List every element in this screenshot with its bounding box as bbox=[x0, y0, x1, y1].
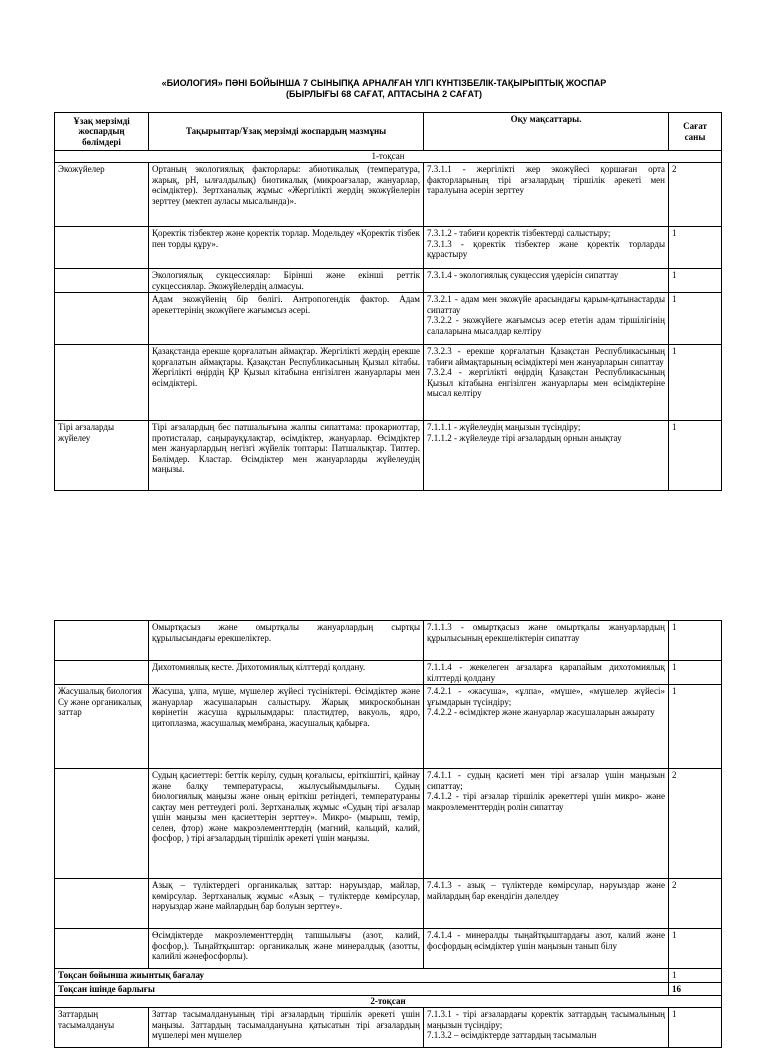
learning-goal: 7.1.1.1 - жүйелеудің маңызын түсіндіру; bbox=[427, 422, 581, 432]
learning-goal: 7.4.2.1 - «жасуша», «ұлпа», «мүше», «мүшелер жүйесі» ұғымдарын түсіндіру; bbox=[427, 686, 665, 707]
topic-cell: Жасуша, ұлпа, мүше, мүшелер жүйесі түсініктері. Өсімдіктер және жануарлар жасушаларын салыстыру. Жарық микроскобынан көрінетін жасуша құрылымдары: пластидтер, вакуоль, ядро, цитоплазма, жасушалық мембрана, жасушалық қабырға. bbox=[149, 685, 424, 769]
hours-cell: 1 bbox=[669, 929, 722, 969]
hours-cell: 1 bbox=[669, 345, 722, 421]
learning-goal: 7.4.1.3 - азық – түліктерде көмірсулар, нәруыздар және майлардың бар екендігін дәлелдеу bbox=[427, 880, 665, 901]
section-cell bbox=[55, 769, 149, 879]
section-cell bbox=[55, 621, 149, 661]
learning-goal: 7.1.1.3 - омыртқасыз және омыртқалы жануарлардың құрылысының ерекшеліктерін сипаттау bbox=[427, 622, 665, 643]
plan-row bbox=[55, 345, 722, 421]
learning-goal: 7.3.1.2 - табиғи қоректік тізбектерді салыстыру; bbox=[427, 228, 611, 238]
topic-cell: Заттар тасымалдануының тірі ағзалардың тіршілік әрекеті үшін маңызы. Заттардың тасымалдануына қатысатын тірі ағзалардың мүшелері мен мүшелер bbox=[149, 1008, 424, 1048]
learning-goal: 7.1.3.2 – өсімдіктерде заттардың тасымалын bbox=[427, 1030, 597, 1040]
learning-goal: 7.3.1.4 - экологиялық сукцессия үдерісін сипаттау bbox=[427, 270, 619, 280]
section-cell: Экожүйелер bbox=[55, 163, 149, 227]
goals-cell bbox=[424, 269, 669, 293]
hours-cell: 1 bbox=[669, 293, 722, 345]
goals-cell bbox=[424, 163, 669, 227]
plan-row bbox=[55, 685, 722, 769]
document-title-line-1: «БИОЛОГИЯ» ПӘНІ БОЙЫНША 7 СЫНЫПҚА АРНАЛҒАН ҮЛГІ КҮНТІЗБЕЛІК-ТАҚЫРЫПТЫҚ ЖОСПАР bbox=[161, 78, 607, 88]
plan-table-2 bbox=[54, 620, 722, 1048]
quarter-total-label: Тоқсан ішінде барлығы bbox=[55, 982, 669, 996]
plan-row bbox=[55, 227, 722, 269]
section-cell bbox=[55, 879, 149, 929]
hours-cell: 1 bbox=[669, 661, 722, 685]
learning-goal: 7.4.2.2 - өсімдіктер және жануарлар жасушаларын ажырату bbox=[427, 707, 655, 717]
goals-cell bbox=[424, 345, 669, 421]
plan-row bbox=[55, 769, 722, 879]
topic-cell: Қоректік тізбектер және қоректік торлар. Модельдеу «Қоректік тізбек пен торды құру». bbox=[149, 227, 424, 269]
hours-cell: 1 bbox=[669, 685, 722, 769]
goals-cell bbox=[424, 929, 669, 969]
quarter-assessment-label: Тоқсан бойынша жиынтық бағалау bbox=[55, 969, 669, 983]
plan-row bbox=[55, 929, 722, 969]
topic-cell: Өсімдіктерде макроэлементтердің тапшылығы (азот, калий, фосфор,). Тыңайтқыштар: органикалық және минералдық (азотты, калийлі жәнефосфорлы). bbox=[149, 929, 424, 969]
goals-cell bbox=[424, 769, 669, 879]
section-cell bbox=[55, 345, 149, 421]
header-goals: Оқу мақсаттары. bbox=[424, 113, 669, 151]
quarter-total-hours: 16 bbox=[669, 982, 722, 996]
learning-goal: 7.3.2.4 - жергілікті өңірдің Қазақстан Республикасының Қызыл кітабына енгізілген жануарлары мен өсімдіктеріне мысал келтіру bbox=[427, 367, 665, 398]
learning-goal: 7.1.1.2 - жүйелеуде тірі ағзалардың орнын анықтау bbox=[427, 432, 622, 443]
topic-cell: Қазақстанда ерекше қорғалатын аймақтар. Жергілікті жердің ерекше қорғалатын аймақтары. Қазақстан Республикасының Қызыл кітабы. Жергілікті өңірдің ҚР Қызыл кітабына енгізілген жануарлары мен өсімдіктері. bbox=[149, 345, 424, 421]
learning-goal: 7.4.1.1 - судың қасиеті мен тірі ағзалар үшін маңызын сипаттау; bbox=[427, 770, 665, 791]
section-cell bbox=[55, 269, 149, 293]
learning-goal: 7.1.3.1 - тірі ағзалардағы қоректік заттардың тасымалының маңызын түсіндіру; bbox=[427, 1009, 665, 1030]
learning-goal: 7.3.2.2 - экожүйеге жағымсыз әсер ететін адам тіршілігінің салаларына мысалдар келтіру bbox=[427, 315, 665, 336]
hours-cell: 2 bbox=[669, 769, 722, 879]
section-cell: Жасушалық биология Су және органикалық заттар bbox=[55, 685, 149, 769]
learning-goal: 7.4.1.4 - минералды тыңайтқыштардағы азот, калий және фосфордың өсімдіктер үшін маңызын танып білу bbox=[427, 930, 665, 951]
topic-cell: Омыртқасыз және омыртқалы жануарлардың сыртқы құрылысындағы ерекшеліктер. bbox=[149, 621, 424, 661]
goals-cell bbox=[424, 685, 669, 769]
topic-cell: Тірі ағзалардың бес патшалығына жалпы сипаттама: прокариоттар, протисталар, саңырауқұлақтар, өсімдіктер, жануарлар. Өсімдіктер мен жануарлардың негізгі жүйелік топтары: Патшалықтар. Типтер. Бөлімдер. Кластар. Өсімдіктер мен жануарларды жүйелеудің маңызы. bbox=[149, 421, 424, 491]
topic-cell: Судың қасиеттері: беттік керілу, судың қоғалысы, еріткіштігі, қайнау және балқу температурасы, жылусыйымдылығы. Судың биологиялық маңызы және оның еріткіш ретіндегі, температураны сақтау мен реттеудегі ролі. Зертханалық жұмыс «Судың тірі ағзалар үшін маңызы мен қасиеттерін зерттеу». Микро- (мырыш, темір, селен, фтор) және макроэлементтердің (магний, кальций, калий, фосфор, ) тірі ағзалардың тіршілік әрекеті үшін маңызы. bbox=[149, 769, 424, 879]
learning-goal: 7.3.2.1 - адам мен экожүйе арасындағы қарым-қатынастарды сипаттау bbox=[427, 294, 665, 315]
goals-cell bbox=[424, 661, 669, 685]
plan-row bbox=[55, 163, 722, 227]
section-cell bbox=[55, 929, 149, 969]
section-cell: Тірі ағзаларды жүйелеу bbox=[55, 421, 149, 491]
section-cell: Заттардың тасымалдануы bbox=[55, 1008, 149, 1048]
topic-cell: Азық – түліктердегі органикалық заттар: нәруыздар, майлар, көмірсулар. Зертханалық жұмыс «Азық – түліктерде көмірсулар, нәруыздар және майлардың бар болуын зерттеу». bbox=[149, 879, 424, 929]
quarter-2-heading: 2-тоқсан bbox=[55, 996, 722, 1008]
plan-row bbox=[55, 293, 722, 345]
goals-cell bbox=[424, 227, 669, 269]
hours-cell: 2 bbox=[669, 879, 722, 929]
section-cell bbox=[55, 227, 149, 269]
hours-cell: 1 bbox=[669, 621, 722, 661]
quarter-1-heading: 1-тоқсан bbox=[55, 151, 722, 163]
learning-goal: 7.3.1.3 - қоректік тізбектер және қоректік торларды құрастыру bbox=[427, 238, 665, 259]
topic-cell: Адам экожүйенің бір бөлігі. Антропогендік фактор. Адам әрекеттерінің экожүйеге жағымсыз әсері. bbox=[149, 293, 424, 345]
learning-goal: 7.3.1.1 - жергілікті жер экожүйесі қоршаған орта факторларының тірі ағзалардың тіршілік әрекеті мен таралуына әсерін зерттеу bbox=[427, 164, 665, 195]
plan-row bbox=[55, 879, 722, 929]
plan-row bbox=[55, 661, 722, 685]
header-hours: Сағат саны bbox=[669, 113, 722, 151]
hours-cell: 2 bbox=[669, 163, 722, 227]
plan-row bbox=[55, 421, 722, 491]
hours-cell: 1 bbox=[669, 227, 722, 269]
header-sections: Ұзақ мерзімді жоспардың бөлімдері bbox=[55, 113, 149, 151]
hours-cell: 1 bbox=[669, 1008, 722, 1048]
section-cell bbox=[55, 661, 149, 685]
document-title-line-2: (БЫРЛЫҒЫ 68 САҒАТ, АПТАСЫНА 2 САҒАТ) bbox=[285, 89, 483, 99]
goals-cell bbox=[424, 293, 669, 345]
topic-cell: Экологиялық сукцессиялар: Бірінші және екінші реттік сукцессиялар. Экожүйелердің алмасуы. bbox=[149, 269, 424, 293]
goals-cell bbox=[424, 1008, 669, 1048]
learning-goal: 7.3.2.3 - ерекше қорғалатын Қазақстан Республикасының табиғи аймақтарының өсімдіктері мен жануарларын сипаттау bbox=[427, 346, 665, 367]
header-topics: Тақырыптар/Ұзақ мерзімді жоспардың мазмұны bbox=[149, 113, 424, 151]
topic-cell: Дихотомиялық кесте. Дихотомиялық кілттерді қолдану. bbox=[149, 661, 424, 685]
plan-table-1 bbox=[54, 112, 722, 491]
goals-cell bbox=[424, 421, 669, 491]
section-cell bbox=[55, 293, 149, 345]
plan-row bbox=[55, 269, 722, 293]
learning-goal: 7.4.1.2 - тірі ағзалар тіршілік әрекеттері үшін микро- және макроэлементтердің ролін сипаттау bbox=[427, 791, 665, 812]
topic-cell: Ортаның экологиялық факторлары: абиотикалық (температура, жарық, рН, ылғалдылық) биотикалық (микроағзалар, жануарлар, өсімдіктер). Зертханалық жұмыс «Жергілікті жердің экожүйелерін зерттеу (мектеп ауласы мысалында)». bbox=[149, 163, 424, 227]
goals-cell bbox=[424, 621, 669, 661]
hours-cell: 1 bbox=[669, 269, 722, 293]
learning-goal: 7.1.1.4 - жекелеген ағзаларға қарапайым дихотомиялық кілттерді қолдану bbox=[427, 662, 665, 683]
goals-cell bbox=[424, 879, 669, 929]
quarter-assessment-hours: 1 bbox=[669, 969, 722, 983]
hours-cell: 1 bbox=[669, 421, 722, 491]
plan-row bbox=[55, 621, 722, 661]
